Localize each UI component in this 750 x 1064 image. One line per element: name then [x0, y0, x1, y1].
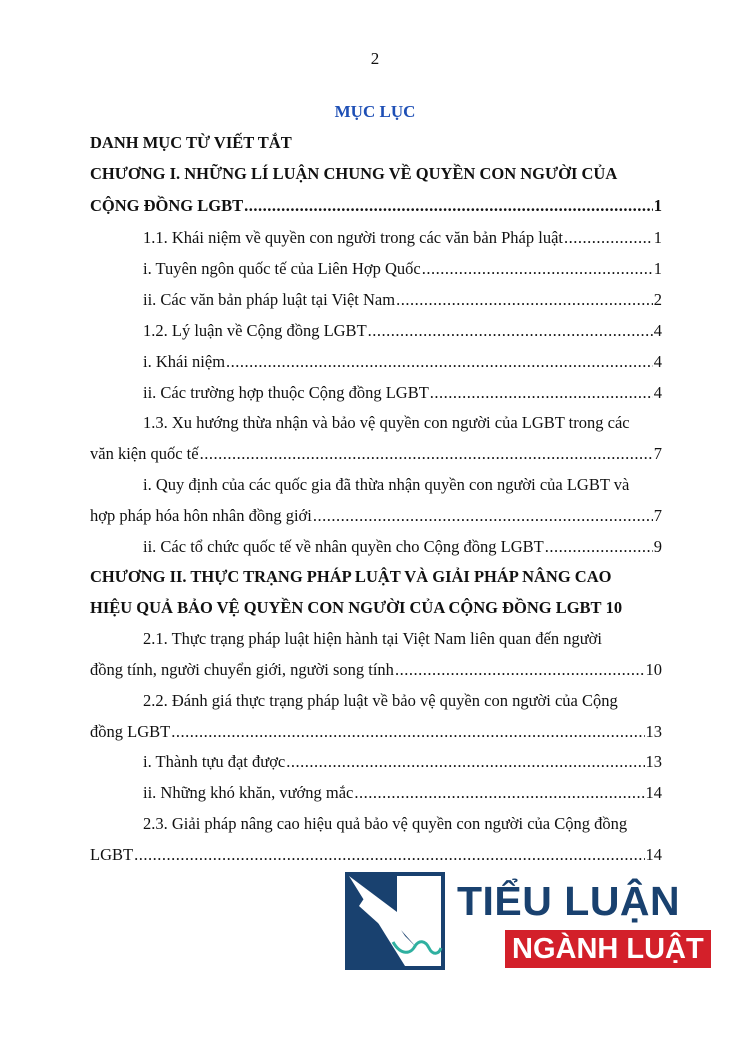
dot-leader	[313, 505, 653, 527]
toc-entry-text: LGBT	[90, 845, 134, 864]
toc-entry-text: hợp pháp hóa hôn nhân đồng giới	[90, 506, 312, 525]
toc-entry-1-3-ii	[143, 536, 662, 558]
toc-entry-2-2-line2	[90, 721, 662, 743]
toc-entry-text: 1.1. Khái niệm về quyền con người trong các văn bản Pháp luật	[143, 228, 563, 247]
toc-entry-text: i. Thành tựu đạt được	[143, 752, 286, 771]
dot-leader	[286, 751, 644, 773]
toc-entry-text: 1.2. Lý luận về Cộng đồng LGBT	[143, 321, 367, 340]
dot-leader	[354, 782, 644, 804]
toc-page-number: 9	[653, 537, 662, 556]
dot-leader	[430, 382, 653, 404]
toc-entry-text: CHƯƠNG I. NHỮNG LÍ LUẬN CHUNG VỀ QUYỀN CON NGƯỜI CỦA	[90, 164, 618, 183]
toc-entry-2-2-line1: 2.2. Đánh giá thực trạng pháp luật về bảo vệ quyền con người của Cộng	[143, 691, 618, 710]
toc-entry-1-3-line2	[90, 443, 662, 465]
toc-page-number: 4	[653, 321, 662, 340]
toc-entry-2-1-line1: 2.1. Thực trạng pháp luật hiện hành tại Việt Nam liên quan đến người	[143, 629, 602, 648]
toc-entry-2-3-line1: 2.3. Giải pháp nâng cao hiệu quả bảo vệ quyền con người của Cộng đồng	[143, 814, 628, 833]
toc-entry-chapter-2-line2	[90, 597, 662, 619]
toc-entry-text: ii. Những khó khăn, vướng mắc	[143, 783, 354, 802]
toc-entry-text: văn kiện quốc tế	[90, 444, 199, 463]
toc-entry-text: CỘNG ĐỒNG LGBT	[90, 196, 244, 215]
toc-entry-text: ii. Các văn bản pháp luật tại Việt Nam	[143, 290, 396, 309]
dot-leader	[396, 289, 653, 311]
toc-page-number: 4	[653, 383, 662, 402]
toc-page-number: 13	[645, 752, 662, 771]
toc-entry-chapter-2-line1: CHƯƠNG II. THỰC TRẠNG PHÁP LUẬT VÀ GIẢI PHÁP NÂNG CAO	[90, 567, 612, 586]
toc-page-number: 10	[645, 660, 662, 679]
brand-watermark	[457, 878, 704, 965]
brand-line2: NGÀNH LUẬT	[505, 930, 711, 968]
toc-entry-1-2-ii	[143, 382, 662, 404]
toc-entry-abbreviations: DANH MỤC TỪ VIẾT TẮT	[90, 133, 292, 152]
toc-entry-text: đồng LGBT	[90, 722, 171, 741]
dot-leader	[244, 195, 653, 217]
toc-entry-1-3-i-line2	[90, 505, 662, 527]
toc-entry-text: ii. Các tổ chức quốc tế về nhân quyền cho Cộng đồng LGBT	[143, 537, 544, 556]
toc-page-number: 2	[653, 290, 662, 309]
toc-entry-text: đồng tính, người chuyển giới, người song tính	[90, 660, 394, 679]
toc-entry-2-3-line2	[90, 844, 662, 866]
toc-entry-2-2-i	[143, 751, 662, 773]
dot-leader	[134, 844, 644, 866]
toc-page-number: 13	[645, 722, 662, 741]
toc-page-number: 1	[653, 259, 662, 278]
dot-leader	[226, 351, 653, 373]
toc-entry-text: i. Khái niệm	[143, 352, 226, 371]
page-number: 2	[370, 49, 380, 68]
toc-page-number: 7	[653, 506, 662, 525]
fountain-pen-nib-icon	[345, 872, 445, 970]
toc-entry-1-1-ii	[143, 289, 662, 311]
toc-page-number: 4	[653, 352, 662, 371]
toc-entry-1-1-i	[143, 258, 662, 280]
toc-page-number: 1	[653, 196, 662, 215]
toc-entry-text: i. Tuyên ngôn quốc tế của Liên Hợp Quốc	[143, 259, 421, 278]
dot-leader	[368, 320, 653, 342]
toc-page-number: 14	[645, 845, 662, 864]
dot-leader	[545, 536, 653, 558]
dot-leader	[200, 443, 653, 465]
toc-page-number: 7	[653, 444, 662, 463]
toc-entry-2-2-ii	[143, 782, 662, 804]
toc-page-number: 14	[645, 783, 662, 802]
toc-entry-1-2	[143, 320, 662, 342]
dot-leader	[564, 227, 653, 249]
toc-entry-1-1	[143, 227, 662, 249]
toc-entry-1-3-line1: 1.3. Xu hướng thừa nhận và bảo vệ quyền con người của LGBT trong các	[143, 413, 630, 432]
dot-leader	[422, 258, 653, 280]
toc-entry-1-2-i	[143, 351, 662, 373]
toc-page-number: 1	[653, 228, 662, 247]
toc-entry-text: ii. Các trường hợp thuộc Cộng đồng LGBT	[143, 383, 429, 402]
toc-page-number: 10	[605, 598, 623, 617]
toc-entry-chapter-1-line1	[90, 163, 662, 185]
toc-entry-text: HIỆU QUẢ BẢO VỆ QUYỀN CON NGƯỜI CỦA CỘNG ĐỒNG LGBT	[90, 598, 602, 617]
dot-leader	[171, 721, 644, 743]
toc-title: MỤC LỤC	[334, 102, 416, 121]
toc-entry-1-3-i-line1: i. Quy định của các quốc gia đã thừa nhận quyền con người của LGBT và	[143, 475, 630, 494]
dot-leader	[395, 659, 645, 681]
toc-entry-2-1-line2	[90, 659, 662, 681]
brand-line1: TIỂU LUẬN	[457, 878, 681, 924]
toc-entry-chapter-1-line2	[90, 195, 662, 217]
